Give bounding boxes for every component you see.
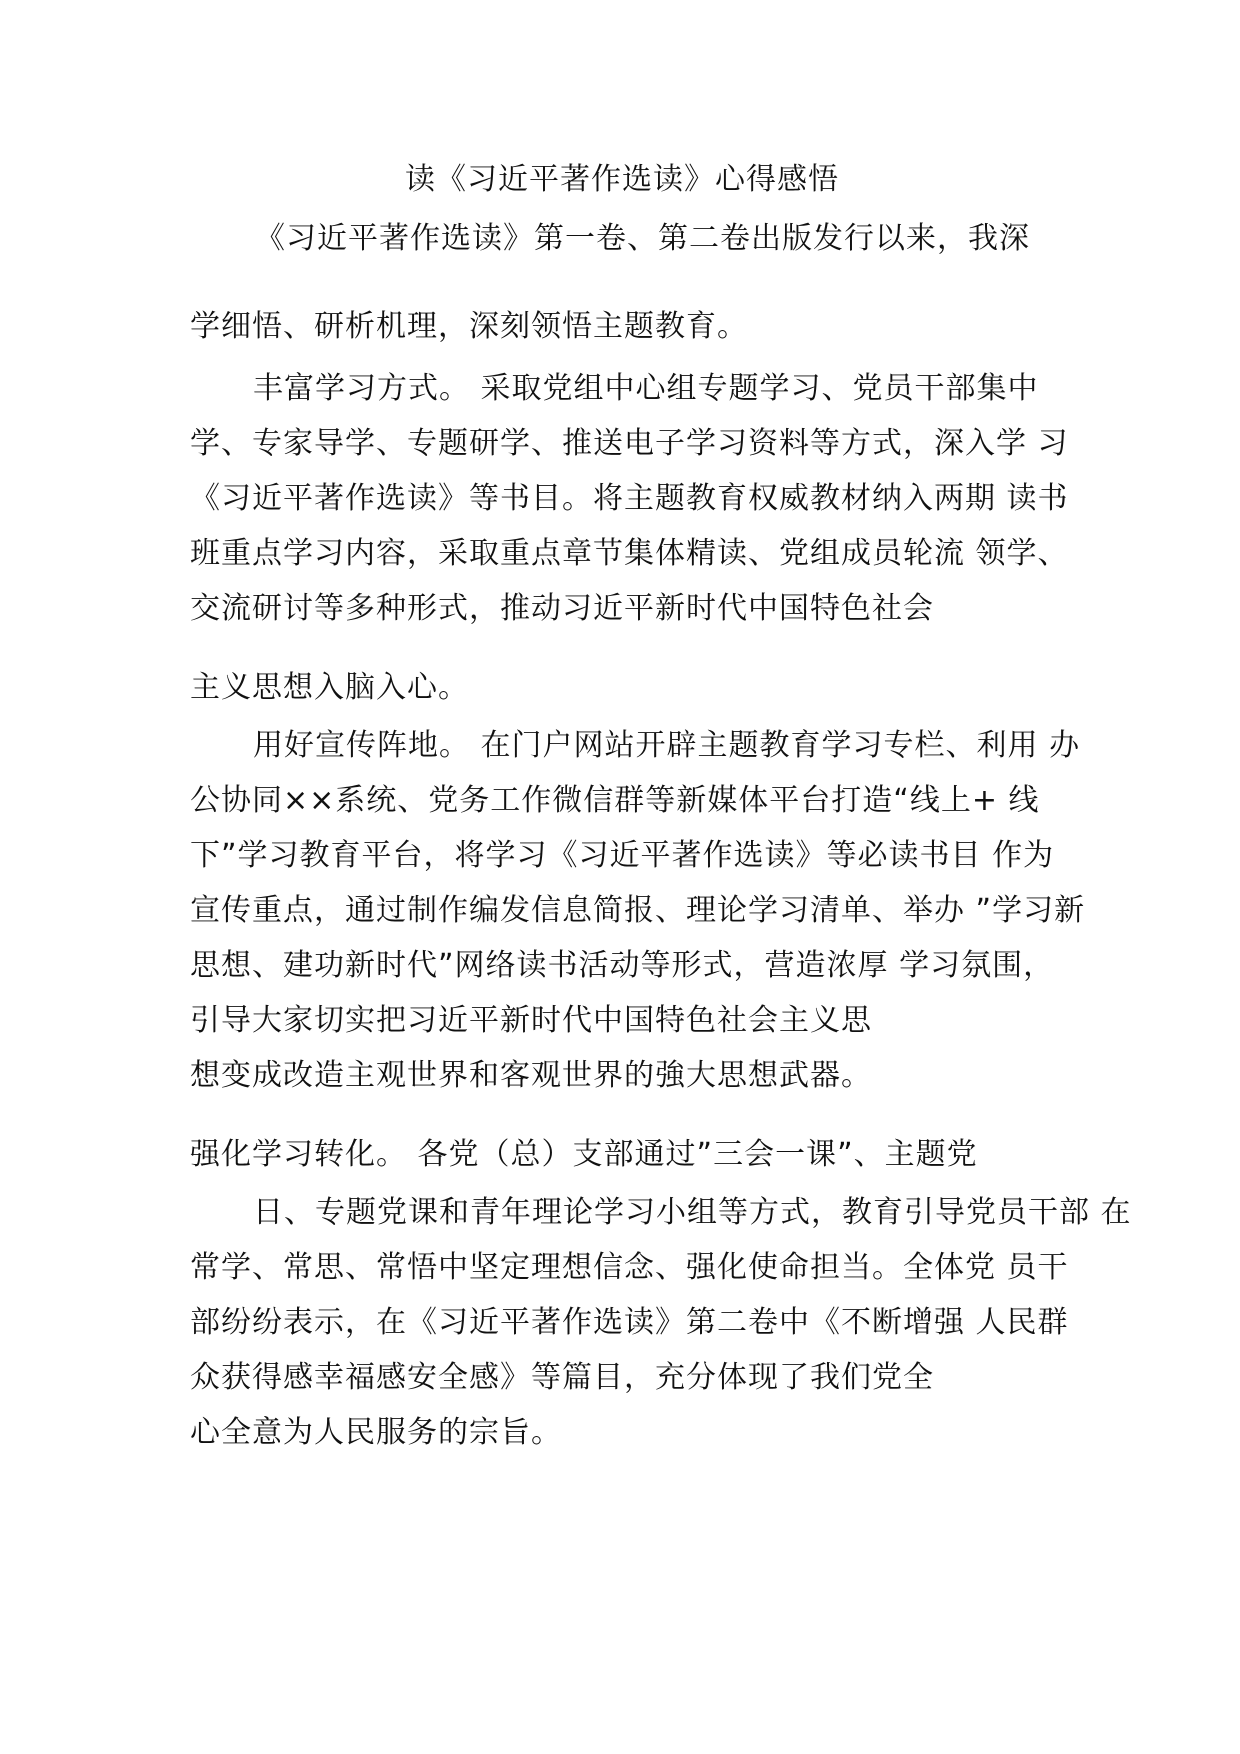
text-line: 日、专题党课和青年理论学习小组等方式，教育引导党员干部 在 [253, 1195, 1132, 1230]
text-line: 思想、建功新时代”网络读书活动等形式，营造浓厚 学习氛围， [190, 948, 1055, 983]
text-line: 丰富学习方式。 采取党组中心组专题学习、党员干部集中 [253, 371, 1039, 406]
text-line: 常学、常思、常悟中坚定理想信念、强化使命担当。全体党 员干 [190, 1250, 1069, 1285]
text-line: 主义思想入脑入心。 [190, 670, 469, 705]
text-line: 强化学习转化。 各党（总）支部通过”三会一课”、主题党 [190, 1137, 978, 1172]
text-line: 学、专家导学、专题研学、推送电子学习资料等方式，深入学 习 [190, 426, 1069, 461]
text-line: 交流研讨等多种形式，推动习近平新时代中国特色社会 [190, 591, 934, 626]
text-line: 部纷纷表示，在《习近平著作选读》第二卷中《不断增强 人民群 [190, 1305, 1069, 1340]
text-line: 《习近平著作选读》第一卷、第二卷出版发行以来，我深 [255, 221, 1030, 256]
text-line: 《习近平著作选读》等书目。将主题教育权威教材纳入两期 读书 [190, 481, 1069, 516]
text-line: 心全意为人民服务的宗旨。 [190, 1415, 562, 1450]
text-line: 众获得感幸福感安全感》等篇目，充分体现了我们党全 [190, 1360, 934, 1395]
text-line: 公协同××系统、党务工作微信群等新媒体平台打造“线上+ 线 [190, 783, 1040, 818]
text-line: 下”学习教育平台，将学习《习近平著作选读》等必读书目 作为 [190, 838, 1055, 873]
document-title: 读《习近平著作选读》心得感悟 [405, 162, 839, 197]
text-line: 想变成改造主观世界和客观世界的強大思想武器。 [190, 1058, 872, 1093]
text-line: 班重点学习内容，采取重点章节集体精读、党组成员轮流 领学、 [190, 536, 1069, 571]
text-line: 宣传重点，通过制作编发信息简报、理论学习清单、举办 ”学习新 [190, 893, 1086, 928]
text-line: 学细悟、研析机理，深刻领悟主题教育。 [190, 309, 748, 344]
text-line: 用好宣传阵地。 在门户网站开辟主题教育学习专栏、利用 办 [253, 728, 1081, 763]
text-line: 引导大家切实把习近平新时代中国特色社会主义思 [190, 1003, 872, 1038]
